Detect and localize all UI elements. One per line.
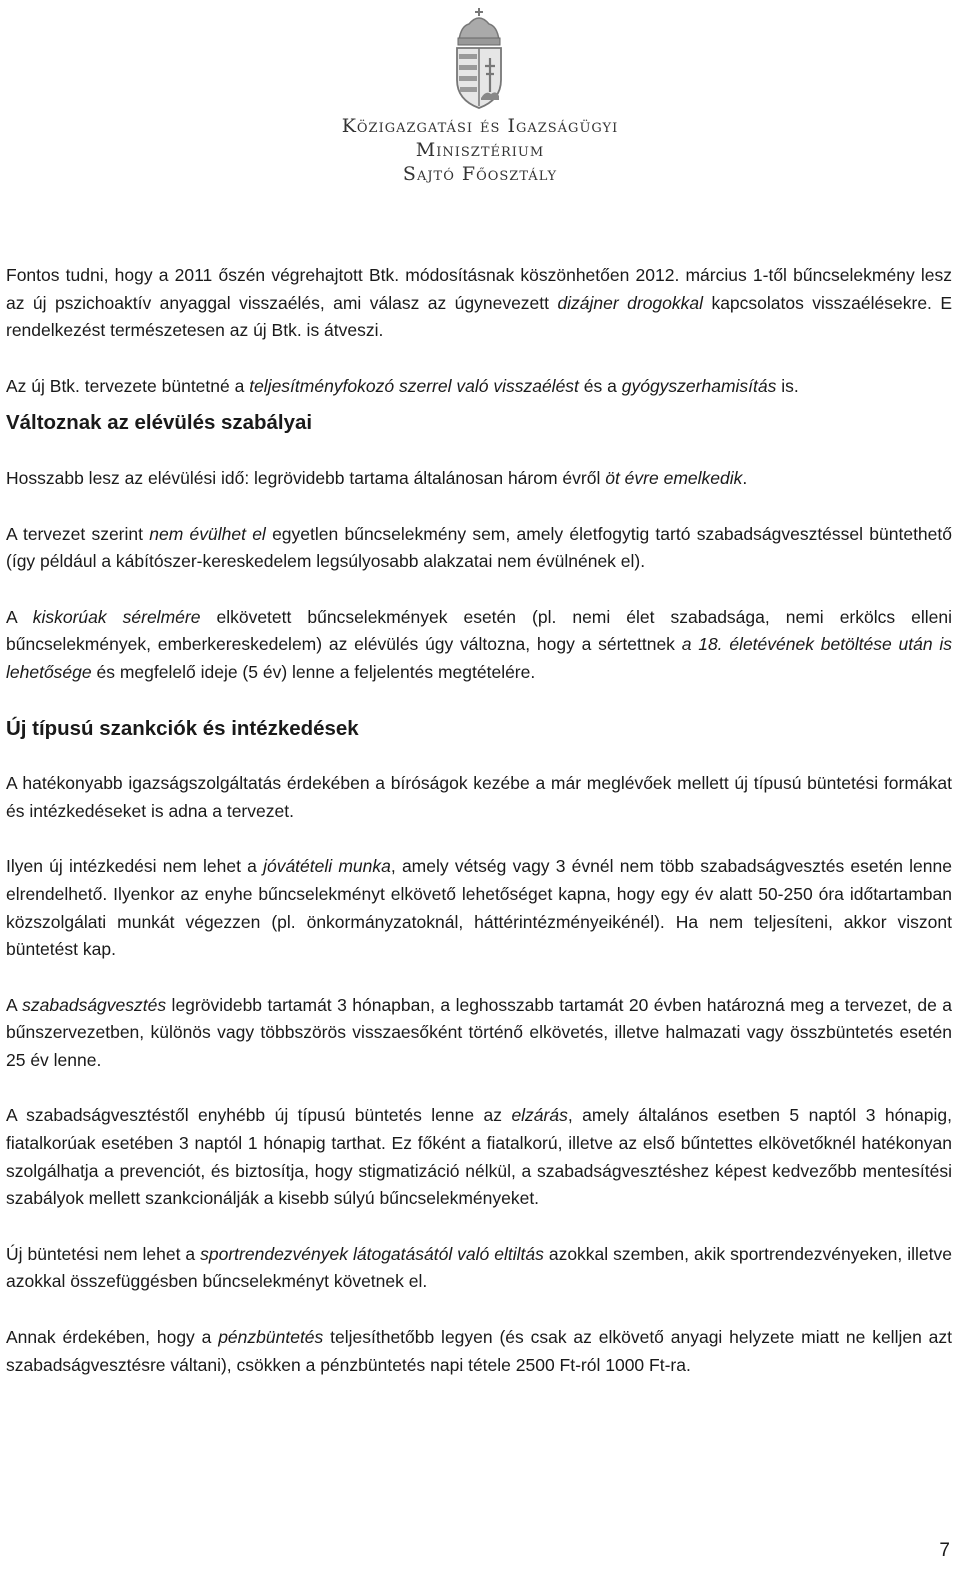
hungarian-coat-of-arms-icon: [449, 6, 509, 110]
emphasis-text: nem évülhet el: [149, 523, 266, 544]
paragraph: [6, 770, 952, 825]
text-run: teljesíthetőbb legyen (és csak az elkövető anyagi helyzete miatt ne kelljen azt szabadságvesztésre váltani), csökken a pénzbüntetés napi tétele 2500 Ft-ról 1000 Ft-ra.: [6, 1327, 952, 1375]
text-run: A: [6, 994, 23, 1015]
text-run: és a: [578, 375, 622, 396]
page-number: 7: [939, 1540, 950, 1561]
text-run: A tervezet szerint: [6, 523, 150, 544]
text-run: Új büntetési nem lehet a: [6, 1243, 201, 1264]
paragraph: [6, 521, 952, 576]
ministry-line-3: Sajtó Főosztály: [402, 163, 558, 185]
paragraph: [6, 853, 952, 963]
paragraph: [6, 1241, 952, 1296]
paragraph: [6, 465, 952, 493]
ministry-name: [280, 114, 680, 186]
text-run: kapcsolatos visszaélésekre. E rendelkezést természetesen az új Btk. is átveszi.: [6, 292, 952, 341]
paragraph: [6, 604, 952, 687]
paragraph: [6, 992, 952, 1075]
emphasis-text: elzárás: [511, 1105, 568, 1126]
emphasis-text: öt évre emelkedik: [605, 467, 743, 488]
emphasis-text: szabadságvesztés: [22, 994, 167, 1015]
text-run: és megfelelő ideje (5 év) lenne a feljelentés megtételére.: [91, 661, 536, 682]
paragraph: [6, 262, 952, 345]
emphasis-text: a 18. életévének betöltése után is lehetősége: [6, 634, 952, 682]
text-run: Ilyen új intézkedési nem lehet a: [6, 856, 264, 877]
section-heading: Új típusú szankciók és intézkedések: [6, 716, 359, 740]
emphasis-text: jóvátételi munka: [263, 856, 391, 877]
text-run: Az új Btk. tervezete büntetné a: [6, 375, 250, 396]
paragraph: [6, 373, 952, 401]
emphasis-text: dizájner drogokkal: [557, 292, 704, 313]
emphasis-text: teljesítményfokozó szerrel való visszaélést: [249, 375, 579, 396]
text-run: Hosszabb lesz az elévülési idő: legrövidebb tartama általánosan három évről: [6, 467, 606, 488]
ministry-line-1: Közigazgatási és Igazságügyi: [341, 115, 619, 137]
section-heading: Változnak az elévülés szabályai: [6, 411, 313, 435]
text-run: egyetlen bűncselekmény sem, amely életfogytig tartó szabadságvesztéssel büntethető (így például a kábítószer-kereskedelem legsúlyosabb alakzatai nem évülnének el).: [6, 523, 952, 572]
text-run: is.: [776, 375, 799, 396]
emphasis-text: sportrendezvények látogatásától való eltiltás: [200, 1243, 544, 1264]
text-run: A hatékonyabb igazságszolgáltatás érdekében a bíróságok kezébe a már meglévőek mellett új típusú büntetési formákat és intézkedéseket is adna a tervezet.: [6, 773, 952, 821]
ministry-line-2: Minisztérium: [415, 139, 545, 161]
text-run: azokkal szemben, akik sportrendezvényeken, illetve azokkal összefüggésben bűncselekményt követnek el.: [6, 1243, 952, 1292]
text-run: Fontos tudni, hogy a 2011 őszén végrehajtott Btk. módosításnak köszönhetően 2012. március 1-től bűncselekmény lesz az új pszichoaktív anyaggal visszaélés, ami válasz az úgynevezett: [6, 265, 952, 313]
text-run: A: [6, 606, 33, 627]
text-run: , amely vétség vagy 3 évnél nem több szabadságvesztés esetén lenne elrendelhető. Ilyenkor az enyhe bűncselekményt elkövető lehetőséget kapna, hogy egy év alatt 50-250 óra időtartamban közszolgálati munkát végezzen (pl. önkormányzatoknál, háttérintézményeikénél). Ha nem teljesíteni, akkor viszont büntetést kap.: [6, 856, 952, 960]
paragraph: [6, 1324, 952, 1379]
page-header: [0, 0, 960, 200]
document-body: [6, 262, 952, 1379]
emphasis-text: pénzbüntetés: [218, 1327, 324, 1348]
text-run: elkövetett bűncselekmények esetén (pl. nemi élet szabadsága, nemi erkölcs elleni bűncselekmények, emberkereskedelem) az elévülés úgy változna, hogy a sértettnek: [6, 606, 952, 655]
text-run: A szabadságvesztéstől enyhébb új típusú büntetés lenne az: [6, 1105, 512, 1126]
paragraph: [6, 1102, 952, 1212]
emphasis-text: gyógyszerhamisítás: [621, 375, 777, 396]
text-run: legrövidebb tartamát 3 hónapban, a leghosszabb tartamát 20 évben határozná meg a tervezet, de a bűnszervezetben, különös vagy többszörös visszaesőként történő elkövetés, illetve halmazati vagy összbüntetés esetén 25 év lenne.: [6, 994, 952, 1070]
text-run: .: [742, 467, 748, 488]
text-run: Annak érdekében, hogy a: [6, 1327, 219, 1348]
text-run: , amely általános esetben 5 naptól 3 hónapig, fiatalkorúak esetében 3 naptól 1 hónapig tarthat. Ez főként a fiatalkorú, illetve az első bűntettes elkövetőknél hatékonyan szolgálhatja a prevenciót, és biztosítja, hogy stigmatizáció nélkül, a szabadságvesztéshez képest kedvezőbb mentesítési szabályok mellett szankcionálják a kisebb súlyú bűncselekményeket.: [6, 1105, 952, 1209]
emphasis-text: kiskorúak sérelmére: [32, 606, 201, 627]
